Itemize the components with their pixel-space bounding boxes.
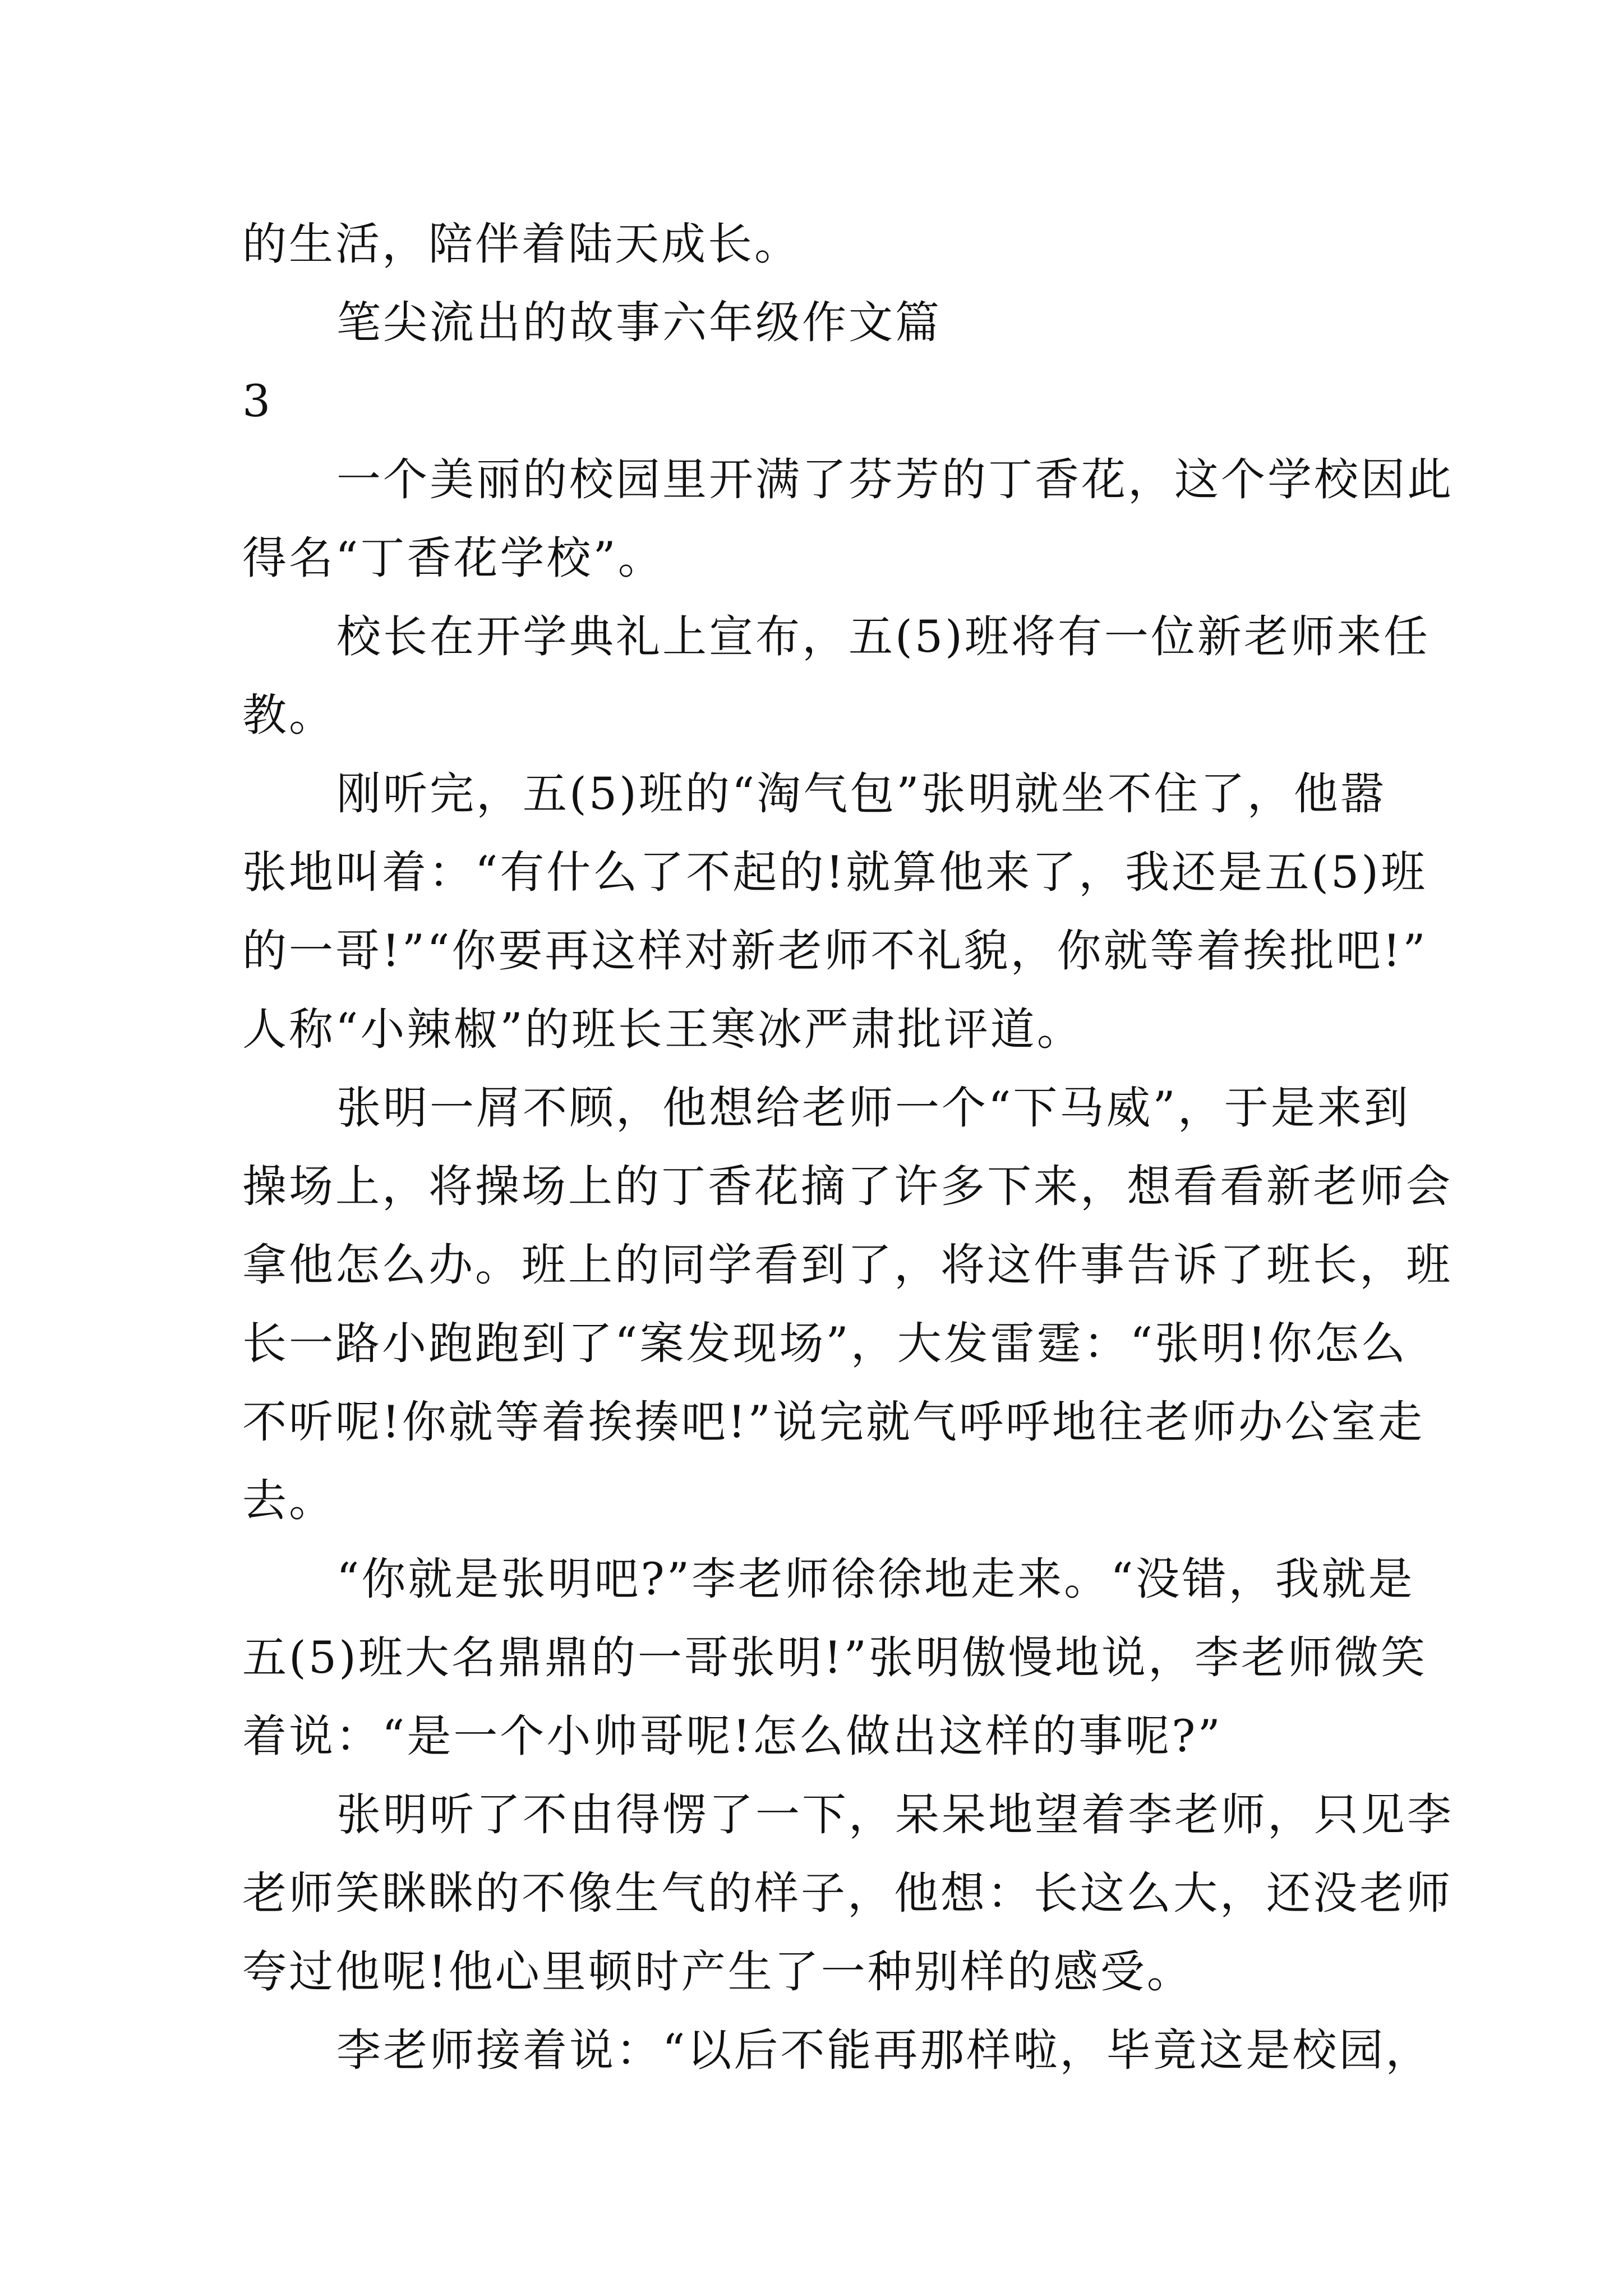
paragraph-line: 刚听完，五(5)班的“淘气包”张明就坐不住了，他嚣: [336, 768, 1387, 820]
paragraph-line: “你就是张明吧?”李老师徐徐地走来。“没错，我就是: [336, 1553, 1415, 1605]
paragraph-line: 教。: [242, 689, 335, 741]
paragraph-line: 的一哥!”“你要再这样对新老师不礼貌，你就等着挨批吧!”: [242, 925, 1428, 977]
paragraph-line: 的生活，陪伴着陆天成长。: [242, 218, 801, 270]
paragraph-line: 校长在开学典礼上宣布，五(5)班将有一位新老师来任: [336, 611, 1430, 662]
text-column: [242, 0, 1454, 2296]
paragraph-line: 张明一屑不顾，他想给老师一个“下马威”，于是来到: [336, 1082, 1410, 1134]
paragraph-line: 五(5)班大名鼎鼎的一哥张明!”张明傲慢地说，李老师微笑: [242, 1632, 1428, 1683]
paragraph-line: 得名“丁香花学校”。: [242, 532, 665, 584]
paragraph-line: 去。: [242, 1475, 335, 1526]
paragraph-line: 操场上，将操场上的丁香花摘了许多下来，想看看新老师会: [242, 1161, 1453, 1212]
paragraph-line: 长一路小跑跑到了“案发现场”，大发雷霆：“张明!你怎么: [242, 1318, 1408, 1369]
paragraph-line: 李老师接着说：“以后不能再那样啦，毕竟这是校园，: [336, 2024, 1432, 2076]
paragraph-line: 张地叫着：“有什么了不起的!就算他来了，我还是五(5)班: [242, 846, 1428, 898]
paragraph-line: 人称“小辣椒”的班长王寒冰严肃批评道。: [242, 1004, 1083, 1055]
paragraph-line: 一个美丽的校园里开满了芬芳的丁香花，这个学校因此: [336, 454, 1454, 505]
section-heading-number: 3: [242, 375, 273, 427]
paragraph-line: 不听呢!你就等着挨揍吧!”说完就气呼呼地往老师办公室走: [242, 1396, 1424, 1448]
paragraph-line: 拿他怎么办。班上的同学看到了，将这件事告诉了班长，班: [242, 1239, 1453, 1291]
paragraph-line: 老师笑眯眯的不像生气的样子，他想：长这么大，还没老师: [242, 1867, 1453, 1919]
paragraph-line: 着说：“是一个小帅哥呢!怎么做出这样的事呢?”: [242, 1710, 1223, 1762]
paragraph-line: 张明听了不由得愣了一下，呆呆地望着李老师，只见李: [336, 1789, 1454, 1841]
section-heading: 笔尖流出的故事六年级作文篇: [336, 297, 942, 348]
paragraph-line: 夸过他呢!他心里顿时产生了一种别样的感受。: [242, 1946, 1193, 1998]
